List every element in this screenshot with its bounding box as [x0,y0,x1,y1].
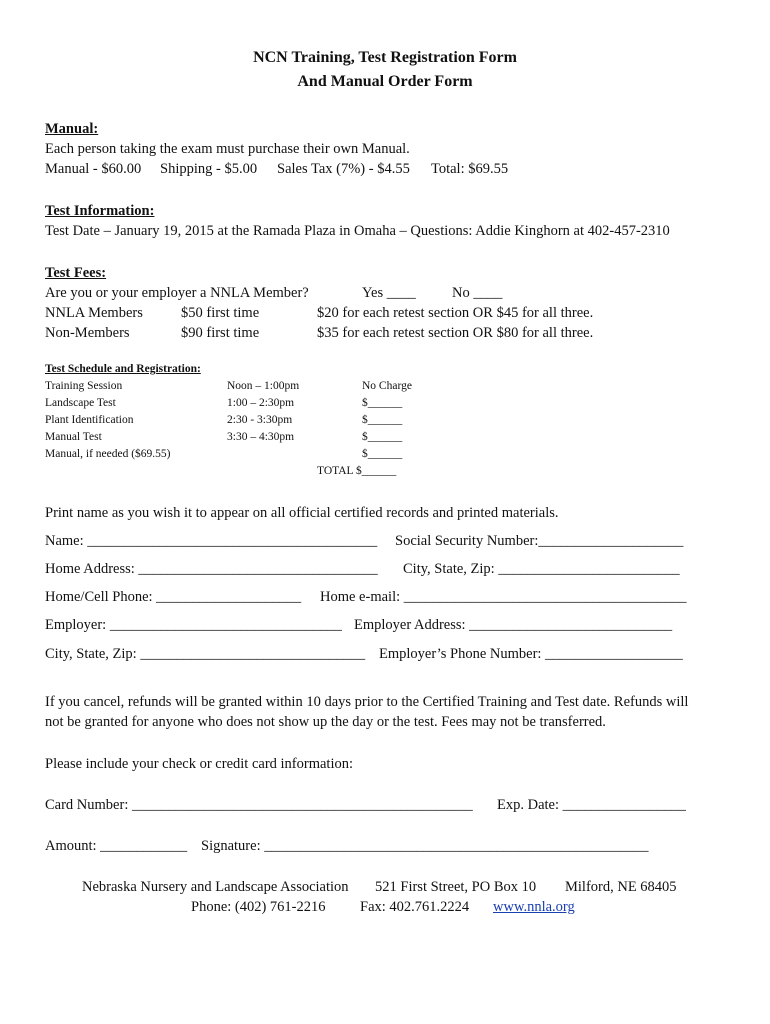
manual-sales-tax: Sales Tax (7%) - $4.55 [277,161,410,177]
members-label: NNLA Members [45,305,143,321]
nonmembers-label: Non-Members [45,325,130,341]
schedule-row-fee-blank[interactable]: $______ [362,448,403,460]
manual-purchase-note: Each person taking the exam must purchase their own Manual. [45,141,410,157]
employer-city-state-zip-field[interactable]: City, State, Zip: _______________________________ [45,646,366,662]
manual-total: Total: $69.55 [431,161,509,177]
exp-date-field[interactable]: Exp. Date: _________________ [497,797,686,813]
name-field[interactable]: Name: ________________________________________ [45,533,378,549]
footer-phone: Phone: (402) 761-2216 [191,899,326,915]
footer-address: 521 First Street, PO Box 10 [375,879,537,895]
nonmembers-first-fee: $90 first time [181,325,260,341]
nonmembers-retest-fee: $35 for each retest section OR $80 for all three. [317,325,594,341]
home-address-field[interactable]: Home Address: _________________________________ [45,561,378,577]
schedule-row-fee-blank[interactable]: $______ [362,397,403,409]
test-fees-heading: Test Fees: [45,265,107,281]
employer-address-field[interactable]: Employer Address: ____________________________ [354,617,673,633]
schedule-heading: Test Schedule and Registration: [45,363,201,375]
test-date-line: Test Date – January 19, 2015 at the Ramada Plaza in Omaha – Questions: Addie Kinghorn at 402-457-2310 [45,223,670,239]
schedule-total-blank[interactable]: TOTAL $______ [317,465,397,477]
footer-fax: Fax: 402.761.2224 [360,899,470,915]
city-state-zip-field[interactable]: City, State, Zip: _________________________ [403,561,680,577]
member-yes-blank[interactable]: Yes ____ [362,285,416,301]
payment-intro: Please include your check or credit card information: [45,756,354,772]
employer-field[interactable]: Employer: ________________________________ [45,617,342,633]
phone-field[interactable]: Home/Cell Phone: ____________________ [45,589,302,605]
schedule-row-time: 2:30 - 3:30pm [227,414,293,426]
schedule-row-name: Plant Identification [45,414,134,426]
amount-field[interactable]: Amount: ____________ [45,838,188,854]
schedule-row-fee-blank[interactable]: $______ [362,431,403,443]
members-first-fee: $50 first time [181,305,260,321]
cancellation-policy-line1: If you cancel, refunds will be granted within 10 days prior to the Certified Training and Test date. Refunds will [45,694,689,710]
schedule-row-name: Landscape Test [45,397,116,409]
member-no-blank[interactable]: No ____ [452,285,503,301]
email-field[interactable]: Home e-mail: _______________________________________ [320,589,687,605]
manual-price: Manual - $60.00 [45,161,142,177]
schedule-row-time: 1:00 – 2:30pm [227,397,295,409]
footer-website-link[interactable]: www.nnla.org [493,899,575,915]
schedule-row-name: Manual Test [45,431,102,443]
schedule-row-name: Training Session [45,380,123,392]
membership-question: Are you or your employer a NNLA Member? [45,285,309,301]
schedule-row-time: Noon – 1:00pm [227,380,300,392]
signature-field[interactable]: Signature: _____________________________________________________ [201,838,649,854]
form-title-line2: And Manual Order Form [297,73,473,90]
schedule-row-time: 3:30 – 4:30pm [227,431,295,443]
schedule-row-fee: No Charge [362,380,412,392]
schedule-row-name: Manual, if needed ($69.55) [45,448,171,460]
members-retest-fee: $20 for each retest section OR $45 for all three. [317,305,594,321]
schedule-row-fee-blank[interactable]: $______ [362,414,403,426]
test-info-heading: Test Information: [45,203,155,219]
footer-org-name: Nebraska Nursery and Landscape Association [82,879,349,895]
manual-shipping: Shipping - $5.00 [160,161,258,177]
ssn-field[interactable]: Social Security Number:____________________ [395,533,684,549]
footer-city: Milford, NE 68405 [565,879,677,895]
employer-phone-field[interactable]: Employer’s Phone Number: ___________________ [379,646,683,662]
card-number-field[interactable]: Card Number: _______________________________________________ [45,797,473,813]
print-name-note: Print name as you wish it to appear on all official certified records and printed materials. [45,505,559,521]
form-title-line1: NCN Training, Test Registration Form [253,49,517,66]
cancellation-policy-line2: not be granted for anyone who does not show up the day or the test. Fees may not be transferred. [45,714,606,730]
manual-heading: Manual: [45,121,99,137]
